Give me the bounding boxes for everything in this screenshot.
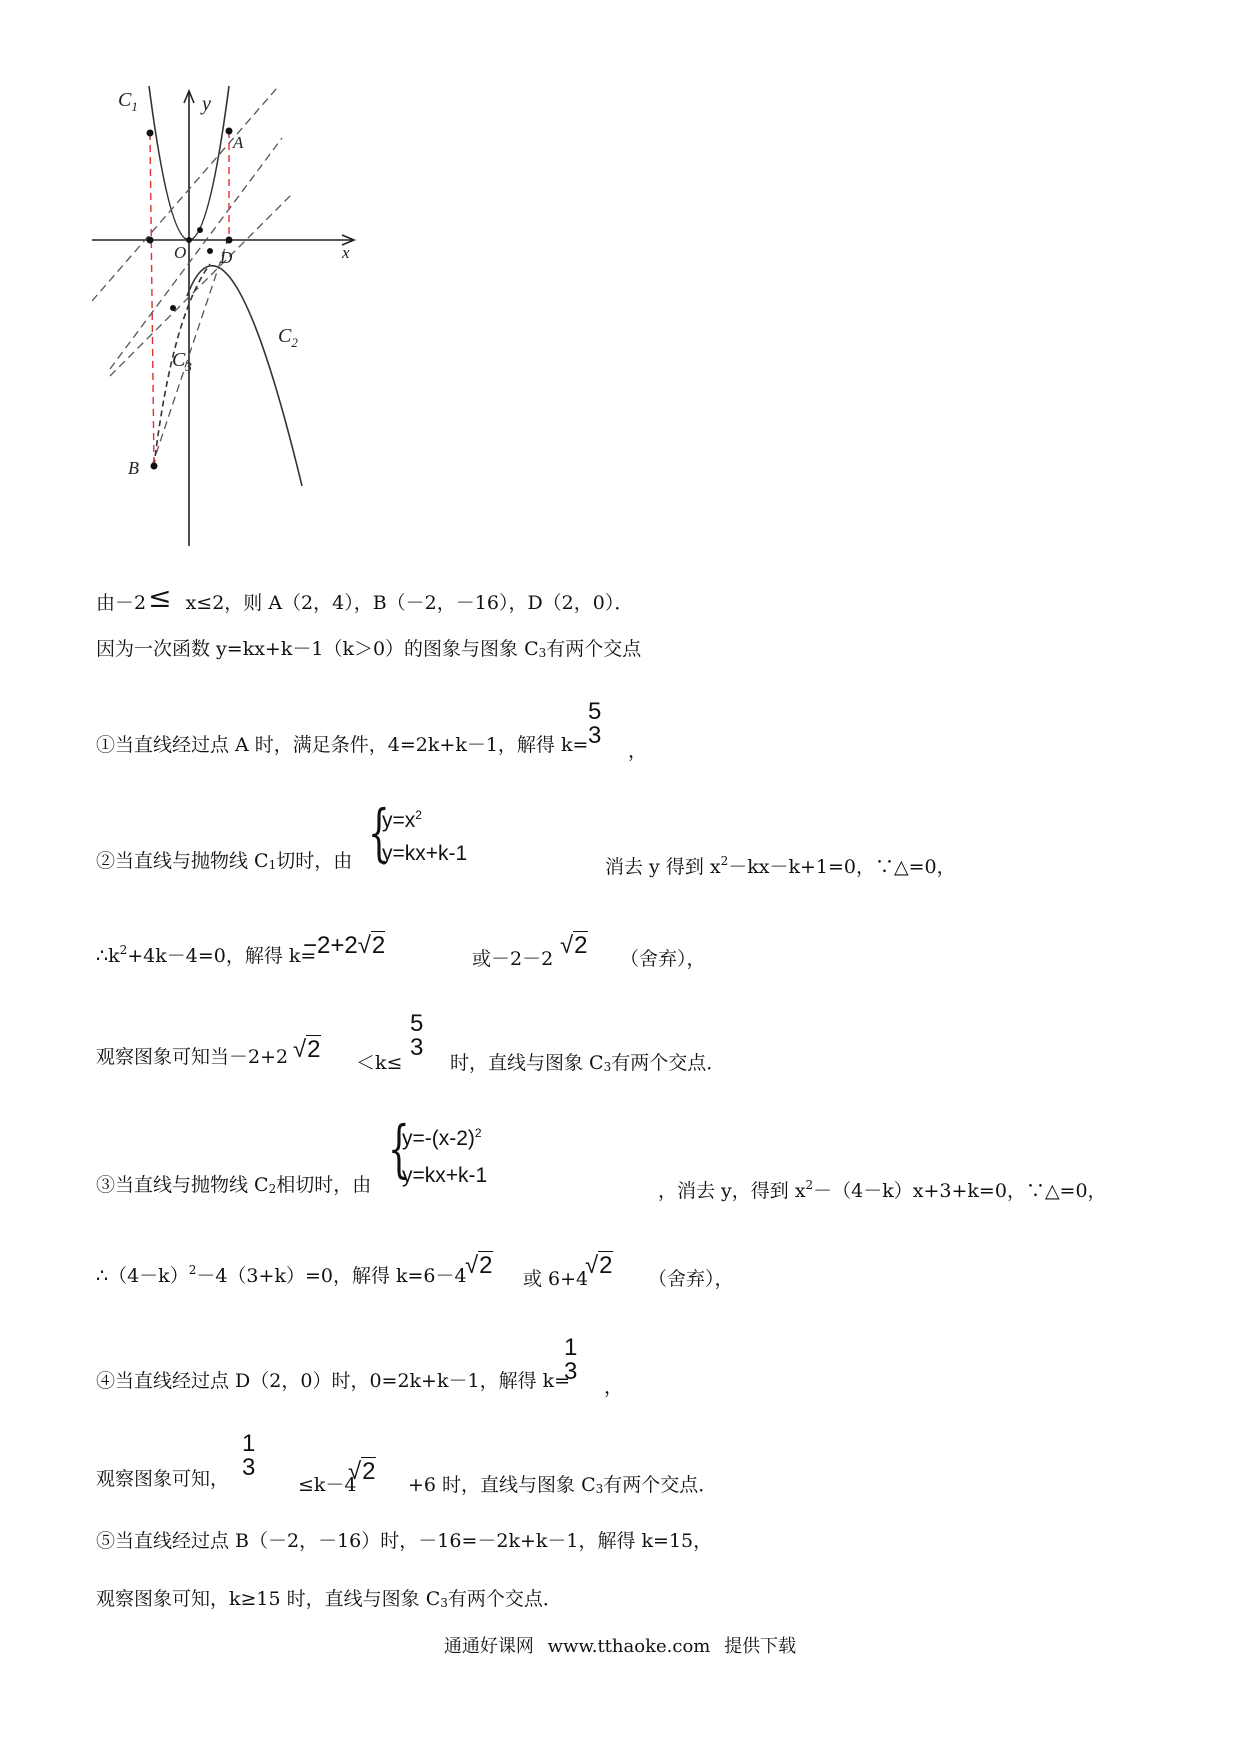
- text-seg: ≤k－4: [298, 1474, 357, 1496]
- line-10-tail: +6 时，直线与图象 C3有两个交点．: [408, 1474, 718, 1496]
- page-footer: [0, 1632, 1240, 1658]
- text-seg: ＜k≤: [356, 1052, 403, 1074]
- point-B: [151, 463, 158, 470]
- label-y: y: [202, 93, 211, 115]
- point-c1-left: [147, 130, 154, 137]
- text-seg: ，: [604, 1376, 624, 1398]
- label-c1: $C_1$: [118, 89, 138, 114]
- function-graph-figure: [92, 86, 412, 546]
- label-c2: $C_2$: [278, 325, 298, 350]
- point-O: [186, 237, 192, 243]
- line-6: 观察图象可知当－2+2: [96, 1046, 289, 1068]
- line-10: 观察图象可知，: [96, 1468, 230, 1490]
- numerator: 1: [564, 1334, 578, 1361]
- point-near-O: [197, 227, 203, 233]
- fraction-1-3: [564, 1336, 577, 1384]
- denominator: 3: [242, 1454, 256, 1481]
- label-x: x: [342, 243, 350, 262]
- label-B: B: [128, 458, 139, 478]
- footer-site-name: 通通好课网: [443, 1636, 534, 1657]
- sqrt-2: √2: [348, 1458, 376, 1485]
- line-4: [96, 852, 352, 871]
- denominator: 3: [564, 1358, 578, 1385]
- system-eq-1: $y=-(x-2)^2$: [402, 1126, 482, 1150]
- text-seg: 或 6+4: [523, 1268, 589, 1290]
- text-seg: 因为一次函数 y=kx+k－1（k＞0）的图象与图象 C: [96, 638, 539, 660]
- text-seg: 由－2: [96, 592, 147, 614]
- system-brace: {: [388, 1112, 410, 1185]
- text-seg: x≤2，则 A（2，4），B（－2，－16），D（2，0）．: [185, 592, 634, 614]
- point-mid-left: [170, 305, 176, 311]
- text-seg: （舍弃），: [648, 1268, 734, 1290]
- red-dash-left: [150, 133, 154, 466]
- footer-url[interactable]: www.tthaoke.com: [547, 1636, 711, 1657]
- dashed-line-4: [152, 236, 229, 466]
- system-eq-2: y=kx+k-1: [382, 842, 468, 865]
- sqrt-2: √2: [560, 932, 588, 959]
- fraction-5-3: [410, 1012, 423, 1060]
- denominator: 3: [410, 1034, 424, 1061]
- system-eq-2: y=kx+k-1: [402, 1164, 488, 1187]
- sqrt-2: √2: [465, 1252, 493, 1279]
- line-12: 观察图象可知，k≥15 时，直线与图象 C3有两个交点．: [96, 1588, 562, 1610]
- subscript: 1: [268, 858, 277, 872]
- line-3: [96, 736, 588, 755]
- point-A: [226, 128, 233, 135]
- le-symbol: ≤: [148, 581, 172, 614]
- footer-suffix: 提供下载: [724, 1636, 797, 1657]
- point-D: [226, 237, 233, 244]
- fraction-1-3: [242, 1432, 255, 1480]
- line-5: $\therefore k^2+4k-4=0$，解得 k=: [96, 943, 317, 967]
- label-c3: $C_3$: [172, 349, 192, 374]
- system-eq-1: $y=x^2$: [382, 808, 422, 832]
- dashed-line-3: [110, 194, 292, 376]
- system-brace: {: [368, 796, 390, 869]
- line-11: ⑤当直线经过点 B（－2，－16）时，－16=－2k+k－1，解得 k=15，: [96, 1530, 713, 1552]
- text-seg: ，: [628, 740, 648, 762]
- text-seg: 切时，由: [276, 850, 353, 872]
- line-8: $\therefore(4-k)^2-4(3+k)=0$，解得 k=6－4: [96, 1263, 467, 1287]
- sqrt-2: √2: [293, 1036, 321, 1063]
- line-9: ④当直线经过点 D（2，0）时，0=2k+k－1，解得 k=: [96, 1370, 571, 1392]
- line-7-tail: ，消去 y，得到 $x^2-(4-k)x+3+k=0$，∵△=0，: [658, 1178, 1107, 1202]
- denominator: 3: [588, 722, 602, 749]
- label-A: A: [233, 133, 244, 152]
- text-seg: ②当直线与抛物线 C: [96, 850, 269, 872]
- expr-neg2-plus-2sqrt2: −2+2√2: [303, 932, 386, 959]
- label-D: D: [220, 248, 233, 267]
- dashed-line-2: [110, 138, 282, 369]
- text-seg: 有两个交点: [546, 638, 642, 660]
- line-4-tail: 消去 y 得到 $x^2-kx-k+1=0$，∵△=0，: [605, 854, 956, 878]
- line-7: ③当直线与抛物线 C2相切时，由: [96, 1174, 372, 1196]
- line-2: [96, 640, 641, 659]
- point-left-axis: [147, 237, 154, 244]
- line-5-mid: 或－2－2: [472, 948, 554, 970]
- text-seg: ①当直线经过点 A 时，满足条件，4=2k+k－1，解得 k=: [96, 734, 589, 756]
- label-O: O: [174, 243, 187, 262]
- numerator: 1: [242, 1430, 256, 1457]
- text-seg: （舍弃），: [620, 948, 706, 970]
- line-1: [96, 581, 634, 614]
- sqrt-2: √2: [585, 1252, 613, 1279]
- fraction-5-3: [588, 700, 601, 748]
- numerator: 5: [410, 1010, 424, 1037]
- point-c2-tangent: [207, 248, 213, 254]
- subscript: 3: [538, 646, 547, 660]
- numerator: 5: [588, 698, 602, 725]
- line-6-tail: 时，直线与图象 C3有两个交点．: [450, 1052, 726, 1074]
- parabola-c2: [187, 266, 302, 486]
